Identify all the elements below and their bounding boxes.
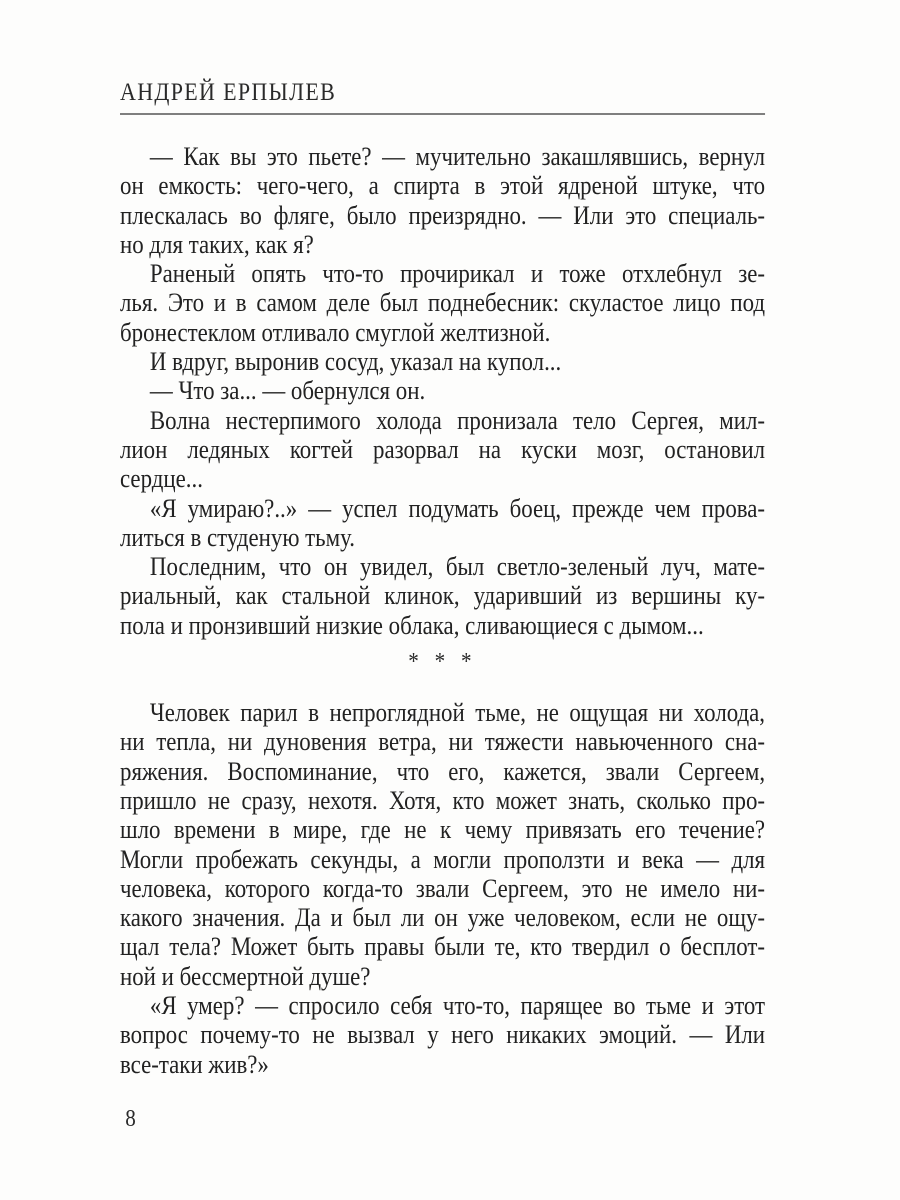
paragraph <box>120 406 765 494</box>
text-line: «Я умираю?..» — успел подумать боец, прежде чем прова- <box>149 493 766 523</box>
text-line: пришло не сразу, нехотя. Хотя, кто может знать, сколько про- <box>120 785 766 815</box>
text-column <box>120 80 765 1134</box>
text-line: Раненый опять что-то прочирикал и тоже отхлебнул зе- <box>149 259 766 289</box>
text-line: Человек парил в непроглядной тьме, не ощущая ни холода, <box>149 698 766 728</box>
paragraph <box>120 376 765 405</box>
text-line: сердце... <box>120 464 203 494</box>
text-line: Волна нестерпимого холода пронизала тело Сергея, мил- <box>149 405 766 435</box>
text-line: вопрос почему-то не вызвал у него никаких эмоций. — Или <box>120 1020 766 1050</box>
text-line: но для таких, как я? <box>120 229 314 259</box>
paragraph <box>120 259 765 347</box>
text-line: он емкость: чего-чего, а спирта в этой ядреной штуке, что <box>120 171 766 201</box>
page-number: 8 <box>125 1105 136 1132</box>
text-line: — Как вы это пьете? — мучительно закашлявшись, вернул <box>149 142 766 171</box>
text-line: щал тела? Может быть правы были те, кто твердил о бесплот- <box>120 932 766 962</box>
text-line: какого значения. Да и был ли он уже человеком, если не ощу- <box>120 903 766 933</box>
text-line: лион ледяных когтей разорвал на куски мозг, остановил <box>120 434 766 464</box>
section-break-stars: * * * <box>408 649 477 676</box>
text-line: литься в студеную тьму. <box>120 522 355 552</box>
paragraph <box>120 347 765 376</box>
paragraph <box>120 991 765 1079</box>
text-line: риальный, как стальной клинок, ударивший из вершины ку- <box>120 581 766 611</box>
text-line: пола и пронзивший низкие облака, сливающиеся с дымом... <box>120 610 704 640</box>
paragraph <box>120 698 765 991</box>
running-header-author: АНДРЕЙ ЕРПЫЛЕВ <box>120 79 337 106</box>
text-line: плескалась во фляге, было преизрядно. — Или это специаль- <box>120 200 766 230</box>
paragraph <box>120 494 765 553</box>
text-line: бронестеклом отливало смуглой желтизной. <box>120 317 551 347</box>
text-line: ни тепла, ни дуновения ветра, ни тяжести навьюченного сна- <box>120 727 766 757</box>
text-line: все-таки жив?» <box>120 1049 269 1079</box>
text-line: — Что за... — обернулся он. <box>149 376 426 406</box>
text-line: лья. Это и в самом деле был поднебесник: скуластое лицо под <box>120 288 766 318</box>
header-rule <box>120 113 765 115</box>
paragraph <box>120 142 765 259</box>
text-line: ряжения. Воспоминание, что его, кажется, звали Сергеем, <box>120 756 766 786</box>
paragraph <box>120 552 765 640</box>
text-line: Могли пробежать секунды, а могли проползти и века — для <box>120 844 766 874</box>
body-text <box>120 142 765 1079</box>
text-line: человека, которого когда-то звали Сергеем, это не имело ни- <box>120 873 766 903</box>
text-line: И вдруг, выронив сосуд, указал на купол... <box>149 347 562 377</box>
text-line: ной и бессмертной душе? <box>120 961 371 991</box>
text-line: шло времени в мире, где не к чему привязать его течение? <box>120 815 766 845</box>
text-line: Последним, что он увидел, был светло-зеленый луч, мате- <box>149 552 766 582</box>
text-line: «Я умер? — спросило себя что-то, парящее во тьме и этот <box>149 991 766 1021</box>
